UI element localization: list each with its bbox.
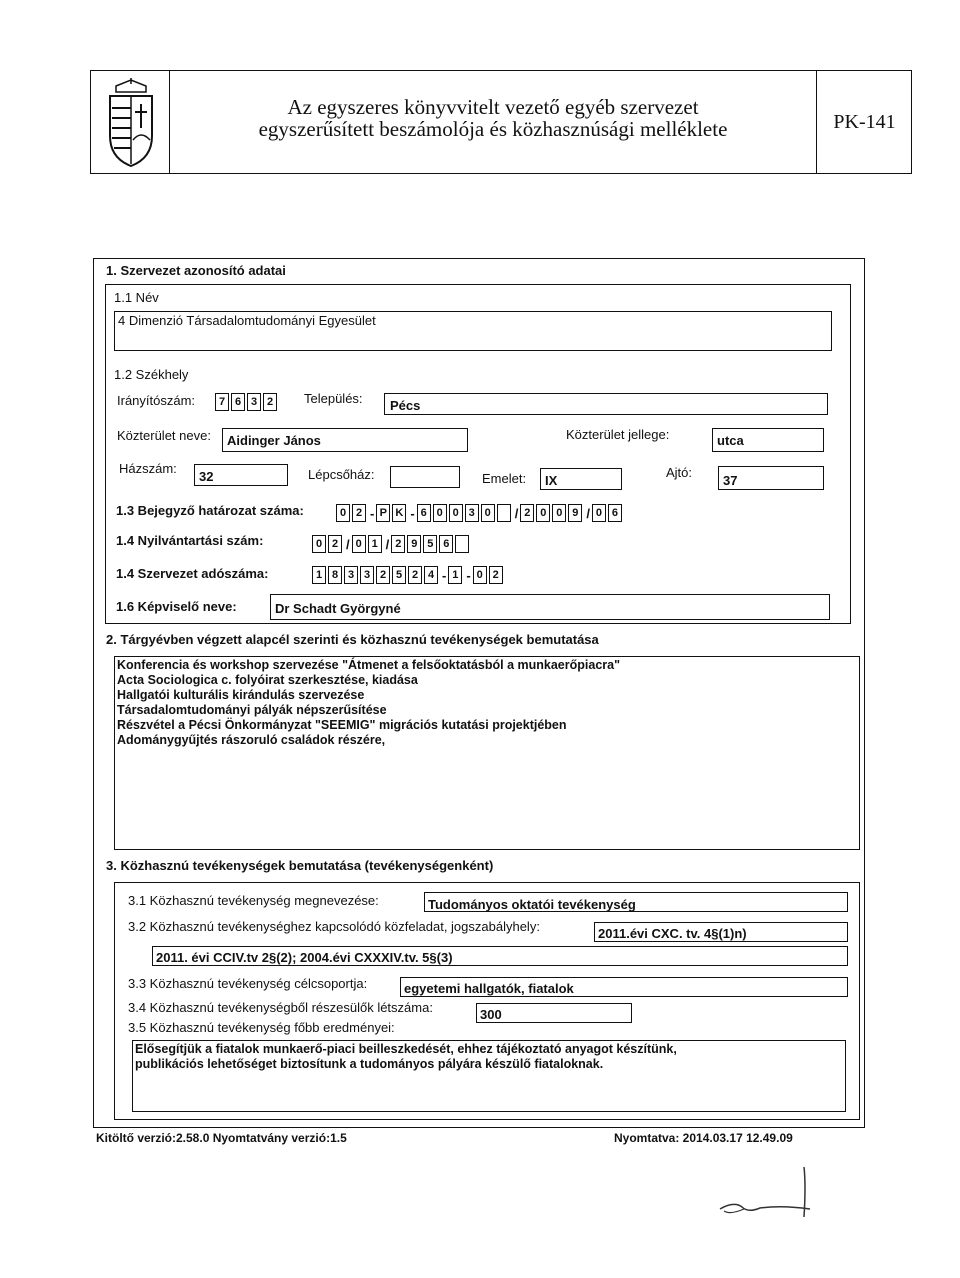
q1-value: Tudományos oktatói tevékenység — [428, 897, 636, 912]
name-label: 1.1 Név — [114, 290, 159, 305]
rep-field[interactable] — [270, 594, 830, 620]
rep-value: Dr Schadt Györgyné — [275, 601, 401, 616]
q2-value-2: 2011. évi CCIV.tv 2§(2); 2004.évi CXXXIV.tv. 5§(3) — [156, 950, 453, 965]
decision-digit-cell: P — [376, 504, 390, 522]
q5-label: 3.5 Közhasznú tevékenység főbb eredményei: — [128, 1020, 395, 1035]
q3-label: 3.3 Közhasznú tevékenység célcsoportja: — [128, 976, 368, 991]
footer-printed: Nyomtatva: 2014.03.17 12.49.09 — [614, 1131, 793, 1145]
decision-digit-cell: 0 — [449, 504, 463, 522]
name-value: 4 Dimenzió Társadalomtudományi Egyesület — [118, 313, 376, 328]
activity-line: Acta Sociologica c. folyóirat szerkesztése, kiadása — [117, 673, 418, 687]
decision-field[interactable] — [336, 504, 624, 522]
activity-line: Társadalomtudományi pályák népszerűsítése — [117, 703, 387, 717]
registry-separator: / — [385, 536, 390, 552]
floor-value: IX — [545, 473, 558, 488]
section1-title: 1. Szervezet azonosító adatai — [106, 263, 286, 278]
rep-label: 1.6 Képviselő neve: — [116, 599, 237, 614]
registry-digit-cell: 0 — [352, 535, 366, 553]
street-value: Aidinger János — [227, 433, 321, 448]
decision-digit-cell: 6 — [608, 504, 622, 522]
q4-value: 300 — [480, 1007, 502, 1022]
decision-separator: - — [410, 505, 415, 521]
street-field[interactable] — [222, 428, 468, 452]
q2-field-2[interactable] — [152, 946, 848, 966]
q1-field[interactable] — [424, 892, 848, 912]
q2-label: 3.2 Közhasznú tevékenységhez kapcsolódó közfeladat, jogszabályhely: — [128, 919, 540, 934]
header-title-line2: egyszerűsített beszámolója és közhasznúsági melléklete — [258, 117, 728, 141]
decision-digit-cell: K — [392, 504, 406, 522]
zip-digit-cell: 6 — [231, 393, 245, 411]
form-code: PK-141 — [833, 110, 896, 133]
q1-label: 3.1 Közhasznú tevékenység megnevezése: — [128, 893, 379, 908]
registry-digit-cell: 2 — [328, 535, 342, 553]
city-label: Település: — [304, 391, 363, 406]
decision-separator: - — [370, 505, 375, 521]
decision-digit-cell: 2 — [352, 504, 366, 522]
zip-label: Irányítószám: — [117, 393, 196, 408]
q2-value: 2011.évi CXC. tv. 4§(1)n) — [598, 926, 747, 941]
q2-field[interactable] — [594, 922, 848, 942]
decision-digit-cell: 0 — [536, 504, 550, 522]
tax-digit-cell: 8 — [328, 566, 342, 584]
decision-digit-cell: 6 — [417, 504, 431, 522]
decision-digit-cell: 2 — [520, 504, 534, 522]
decision-digit-cell: 9 — [568, 504, 582, 522]
header-title — [170, 96, 816, 140]
registry-digit-cell: 5 — [423, 535, 437, 553]
seat-label: 1.2 Székhely — [114, 367, 189, 382]
q5-line-1: Elősegítjük a fiatalok munkaerő-piaci beilleszkedését, ehhez tájékoztató anyagot készítünk, — [135, 1042, 677, 1056]
street-type-label: Közterület jellege: — [566, 427, 670, 442]
stair-label: Lépcsőház: — [308, 467, 375, 482]
city-field[interactable] — [384, 393, 828, 415]
zip-digit-cell: 3 — [247, 393, 261, 411]
tax-digit-cell: 4 — [424, 566, 438, 584]
activities-list — [117, 658, 620, 748]
tax-digit-cell: 1 — [312, 566, 326, 584]
decision-digit-cell: 0 — [552, 504, 566, 522]
registry-label: 1.4 Nyilvántartási szám: — [116, 533, 264, 548]
header-title-line1: Az egyszeres könyvvitelt vezető egyéb szervezet — [287, 95, 699, 119]
tax-separator: - — [466, 567, 471, 583]
zip-digit-cell: 7 — [215, 393, 229, 411]
registry-digit-cell: 9 — [407, 535, 421, 553]
registry-separator: / — [346, 536, 350, 552]
tax-digit-cell: 5 — [392, 566, 406, 584]
decision-digit-cell — [497, 504, 511, 522]
tax-separator: - — [442, 567, 447, 583]
street-type-field[interactable] — [712, 428, 824, 452]
section3-title: 3. Közhasznú tevékenységek bemutatása (tevékenységenként) — [106, 858, 494, 873]
registry-digit-cell: 2 — [391, 535, 405, 553]
floor-label: Emelet: — [482, 471, 527, 486]
hungarian-coat-of-arms-icon — [102, 78, 160, 168]
activity-line: Részvétel a Pécsi Önkormányzat "SEEMIG" migrációs kutatási projektjében — [117, 718, 567, 732]
tax-digit-cell: 0 — [473, 566, 487, 584]
house-value: 32 — [199, 469, 214, 484]
q5-field[interactable] — [132, 1040, 846, 1112]
door-label: Ajtó: — [666, 465, 693, 480]
street-type-value: utca — [717, 433, 744, 448]
decision-label: 1.3 Bejegyző határozat száma: — [116, 503, 304, 518]
stair-field[interactable] — [390, 466, 460, 488]
activity-line: Adománygyűjtés rászoruló családok részére, — [117, 733, 386, 747]
registry-digit-cell: 0 — [312, 535, 326, 553]
city-value: Pécs — [390, 398, 421, 413]
name-field[interactable] — [114, 311, 832, 351]
tax-digit-cell: 2 — [408, 566, 422, 584]
q3-value: egyetemi hallgatók, fiatalok — [404, 981, 574, 996]
zip-field[interactable] — [215, 393, 279, 411]
registry-field[interactable] — [312, 535, 471, 553]
tax-digit-cell: 2 — [489, 566, 503, 584]
tax-digit-cell: 3 — [360, 566, 374, 584]
registry-digit-cell: 6 — [439, 535, 453, 553]
house-field[interactable] — [194, 464, 288, 486]
tax-label: 1.4 Szervezet adószáma: — [116, 566, 269, 581]
street-label: Közterület neve: — [117, 428, 211, 443]
decision-digit-cell: 0 — [336, 504, 350, 522]
tax-digit-cell: 2 — [376, 566, 390, 584]
q3-field[interactable] — [400, 977, 848, 997]
signature-icon — [700, 1165, 830, 1225]
decision-separator: / — [514, 505, 519, 521]
footer-version: Kitöltő verzió:2.58.0 Nyomtatvány verzió:1.5 — [96, 1131, 347, 1145]
activity-line: Hallgatói kulturális kirándulás szervezése — [117, 688, 365, 702]
door-field[interactable] — [718, 466, 824, 490]
q5-line-2: publikációs lehetőséget biztosítunk a tudományos pályára készülő fiataloknak. — [135, 1057, 604, 1071]
decision-digit-cell: 3 — [465, 504, 479, 522]
tax-digit-cell: 1 — [448, 566, 462, 584]
zip-digit-cell: 2 — [263, 393, 277, 411]
q4-label: 3.4 Közhasznú tevékenységből részesülők létszáma: — [128, 1000, 433, 1015]
door-value: 37 — [723, 473, 738, 488]
floor-field[interactable] — [540, 468, 622, 490]
activities-field[interactable] — [114, 656, 860, 850]
decision-digit-cell: 0 — [592, 504, 606, 522]
q4-field[interactable] — [476, 1003, 632, 1023]
decision-digit-cell: 0 — [481, 504, 495, 522]
header-code-cell — [816, 70, 912, 174]
decision-digit-cell: 0 — [433, 504, 447, 522]
tax-digit-cell: 3 — [344, 566, 358, 584]
decision-separator: / — [586, 505, 590, 521]
registry-digit-cell: 1 — [368, 535, 382, 553]
tax-field[interactable] — [312, 566, 505, 584]
section2-title: 2. Tárgyévben végzett alapcél szerinti és közhasznú tevékenységek bemutatása — [106, 632, 599, 647]
activity-line: Konferencia és workshop szervezése "Átmenet a felsőoktatásból a munkaerőpiacra" — [117, 658, 621, 672]
house-label: Házszám: — [119, 461, 177, 476]
registry-digit-cell — [455, 535, 469, 553]
